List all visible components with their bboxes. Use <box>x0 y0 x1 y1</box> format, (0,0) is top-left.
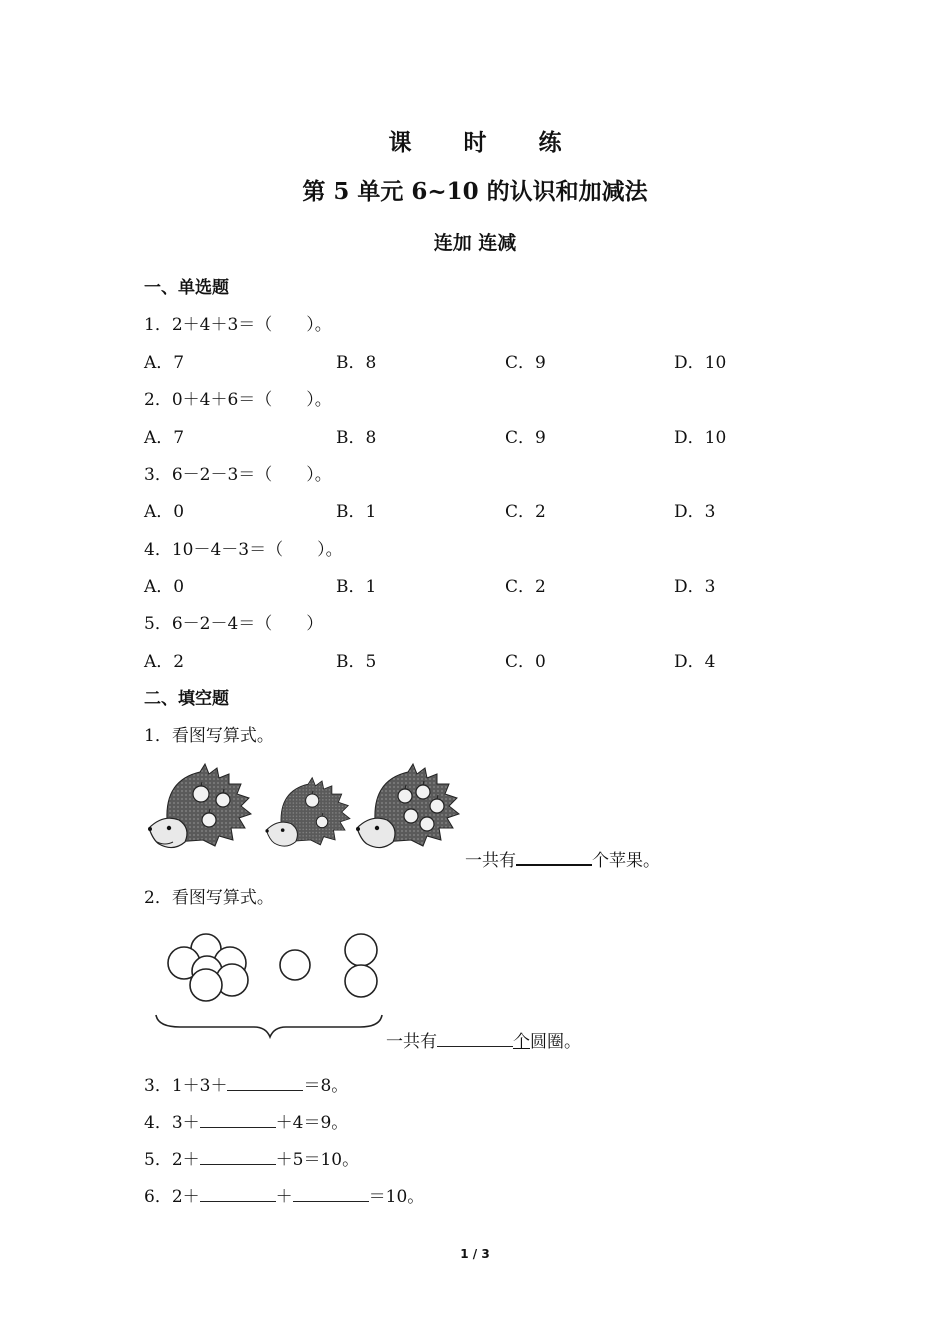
option-d: D．4 <box>674 652 716 672</box>
answer-blank[interactable] <box>293 1187 369 1202</box>
hedgehog-icon <box>356 764 459 848</box>
text-mid: 个 <box>513 1032 530 1052</box>
text-before: 6．2＋ <box>144 1187 200 1207</box>
option-d: D．3 <box>674 577 716 597</box>
text-after: ＋5＝10。 <box>275 1150 360 1170</box>
text-before: 一共有 <box>465 851 516 871</box>
lesson-title: 连加 连减 <box>433 232 517 254</box>
question-stem: 2．0＋4＋6＝（ ）。 <box>144 390 332 410</box>
fill-question-4 <box>144 1108 348 1133</box>
answer-blank[interactable] <box>200 1150 276 1165</box>
text-after: 圆圈。 <box>530 1032 581 1052</box>
option-c: C．2 <box>505 577 546 597</box>
circle-icon <box>345 965 377 997</box>
circles-illustration <box>150 925 390 1045</box>
question-stem: 3．6－2－3＝（ ）。 <box>144 465 332 485</box>
option-a: A．0 <box>144 577 185 597</box>
option-a: A．7 <box>144 428 185 448</box>
question-stem: 4．10－4－3＝（ ）。 <box>144 540 343 560</box>
option-d: D．10 <box>674 353 727 373</box>
text-after: ＋4＝9。 <box>275 1113 349 1133</box>
hedgehog-icon <box>265 778 349 847</box>
hedgehog-icon <box>148 764 251 848</box>
option-d: D．10 <box>674 428 727 448</box>
text-after: 个苹果。 <box>592 851 660 871</box>
option-a: A．0 <box>144 502 185 522</box>
option-c: C．9 <box>505 428 546 448</box>
answer-blank[interactable] <box>200 1113 276 1128</box>
text-after: ＝10。 <box>368 1187 425 1207</box>
option-c: C．9 <box>505 353 546 373</box>
circle-icon <box>190 969 222 1001</box>
option-b: B．1 <box>336 577 377 597</box>
answer-blank[interactable] <box>227 1076 303 1091</box>
answer-blank[interactable] <box>200 1187 276 1202</box>
option-b: B．5 <box>336 652 377 672</box>
section-heading-single-choice: 一、单选题 <box>144 278 229 298</box>
question-stem: 1．看图写算式。 <box>144 726 274 746</box>
hedgehogs-illustration <box>145 762 465 862</box>
text-after: ＝8。 <box>303 1076 349 1096</box>
unit-title: 第 5 单元 6~10 的认识和加减法 <box>302 178 648 205</box>
apple-total-line <box>465 846 660 871</box>
option-c: C．0 <box>505 652 546 672</box>
circle-icon <box>345 934 377 966</box>
circle-total-line <box>386 1027 581 1052</box>
answer-blank[interactable] <box>437 1032 513 1047</box>
text-before: 一共有 <box>386 1032 437 1052</box>
option-d: D．3 <box>674 502 716 522</box>
option-b: B．8 <box>336 353 377 373</box>
fill-question-5 <box>144 1145 359 1170</box>
fill-question-3 <box>144 1071 348 1096</box>
text-mid: ＋ <box>275 1187 293 1207</box>
option-b: B．1 <box>336 502 377 522</box>
page-number: 1 / 3 <box>460 1247 490 1261</box>
option-c: C．2 <box>505 502 546 522</box>
text-before: 4．3＋ <box>144 1113 200 1133</box>
text-before: 3．1＋3＋ <box>144 1076 228 1096</box>
question-stem: 5．6－2－4＝（ ） <box>144 614 324 634</box>
question-stem: 1．2＋4＋3＝（ ）。 <box>144 315 332 335</box>
option-a: A．7 <box>144 353 185 373</box>
circle-icon <box>280 950 310 980</box>
page-title: 课 时 练 <box>388 129 584 156</box>
text-before: 5．2＋ <box>144 1150 200 1170</box>
option-b: B．8 <box>336 428 377 448</box>
option-a: A．2 <box>144 652 185 672</box>
question-stem: 2．看图写算式。 <box>144 888 274 908</box>
section-heading-fill-blank: 二、填空题 <box>144 689 229 709</box>
brace-icon <box>156 1015 382 1037</box>
fill-question-6 <box>144 1182 424 1207</box>
answer-blank[interactable] <box>516 850 592 866</box>
